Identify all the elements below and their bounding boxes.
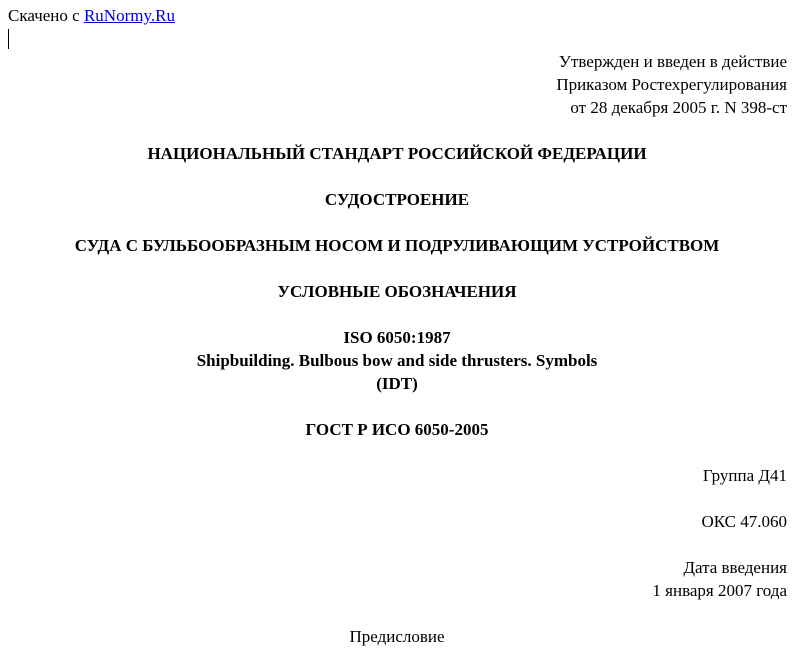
approval-line-2: Приказом Ростехрегулирования — [556, 75, 787, 94]
gost-code: ГОСТ Р ИСО 6050-2005 — [305, 420, 489, 439]
iso-title: Shipbuilding. Bulbous bow and side thrusters. Symbols — [196, 351, 598, 370]
source-line — [8, 5, 175, 27]
idt-marker: (IDT) — [376, 374, 418, 393]
iso-code: ISO 6050:1987 — [343, 328, 451, 347]
runormy-link[interactable]: RuNormy.Ru — [83, 6, 175, 25]
subject-title: СУДА С БУЛЬБООБРАЗНЫМ НОСОМ И ПОДРУЛИВАЮЩИМ УСТРОЙСТВОМ — [74, 236, 720, 255]
date-label: Дата введения — [683, 558, 787, 577]
approval-line-1: Утвержден и введен в действие — [558, 52, 787, 71]
group-code: Группа Д41 — [702, 466, 787, 485]
oks-code: ОКС 47.060 — [701, 512, 787, 531]
source-prefix: Скачено с — [8, 6, 84, 25]
date-value: 1 января 2007 года — [652, 581, 787, 600]
national-standard-title: НАЦИОНАЛЬНЫЙ СТАНДАРТ РОССИЙСКОЙ ФЕДЕРАЦИИ — [147, 144, 647, 163]
field-title: СУДОСТРОЕНИЕ — [324, 190, 470, 209]
foreword-heading: Предисловие — [349, 627, 445, 646]
part-title: УСЛОВНЫЕ ОБОЗНАЧЕНИЯ — [277, 282, 517, 301]
text-cursor — [8, 29, 9, 49]
approval-line-3: от 28 декабря 2005 г. N 398-ст — [570, 98, 787, 117]
